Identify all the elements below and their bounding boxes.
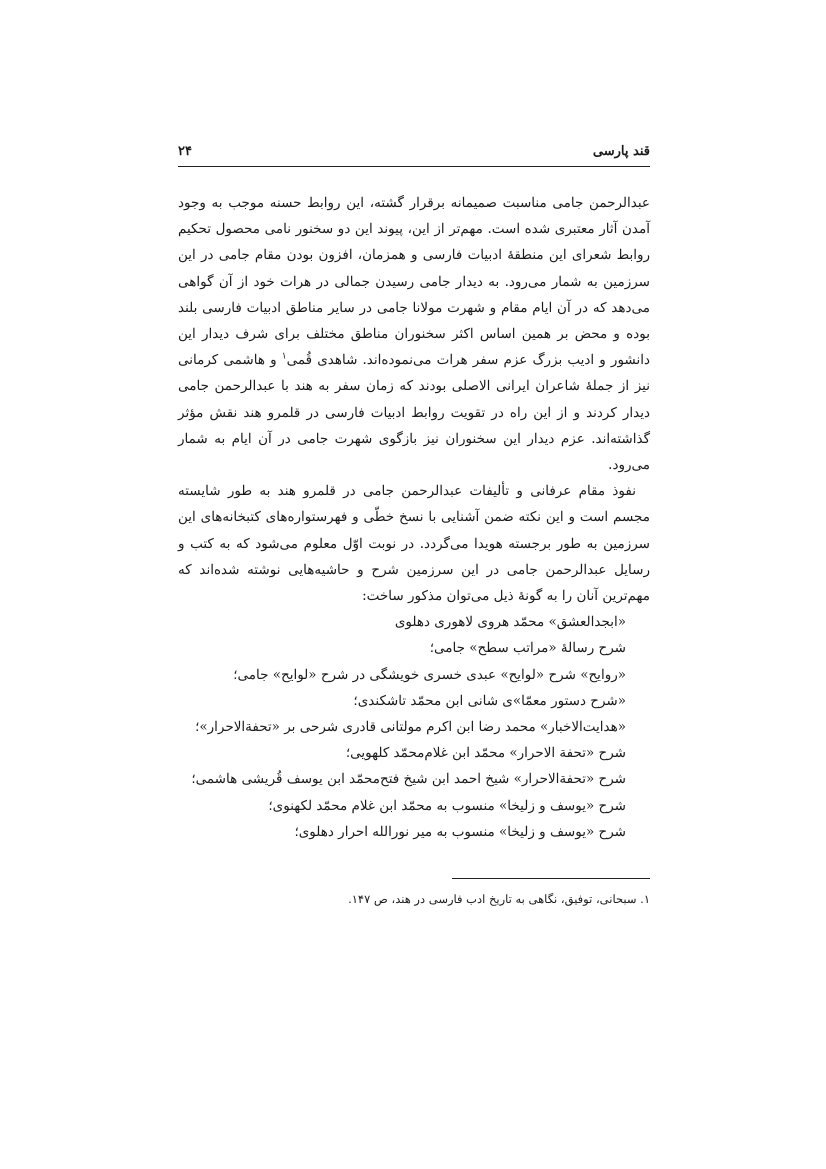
- list-item: شرح رسالهٔ «مراتب سطح» جامی؛: [429, 640, 626, 657]
- paragraph-2: نفوذ مقام عرفانی و تألیفات عبدالرحمن جامی در قلمرو هند به طور شایسته مجسم است و این نکته ضمن آشنایی با نسخ خطّی و فهرستواره‌های کتبخانه‌های این سرزمین به طور برجسته هویدا می‌گردد. در نوبت اوّل معلوم می‌شود که به کتب و رسایل عبدالرحمن جامی در این سرزمین شرح و حاشیه‌هایی نوشته شده‌اند که مهم‌ترین آنان را به گونهٔ ذیل می‌توان مذکور ساخت:: [178, 483, 650, 605]
- list-item: شرح «یوسف و زلیخا» منسوب به میر نورالله احرار دهلوی؛: [294, 823, 626, 840]
- paragraph-1: [178, 190, 650, 478]
- list-item: شرح «یوسف و زلیخا» منسوب به محمّد ابن غلام محمّد لکهنوی؛: [268, 797, 626, 814]
- paragraph-1-part-1: عبدالرحمن جامی مناسبت صمیمانه برقرار گشته، این روابط حسنه موجب به وجود آمدن آثار معتبری شده است. مهم‌تر از این، پیوند این دو سخنور نامی محصول تحکیم روابط شعرای این منطقهٔ ادبیات فارسی و همزمان، افزون بودن مقام جامی در این سرزمین به شمار می‌رود. به دیدار جامی رسیدن جمالی در هرات خود از آن گواهی می‌دهد که در آن ایام مقام و شهرت مولانا جامی در سایر مناطق ادبیات فارسی بلند بوده و محض بر همین اساس اکثر سخنوران مناطق مختلف برای شرف دیدار این دانشور و ادیب بزرگ عزم سفر هرات می‌نموده‌اند. شاهدی قُمی: [178, 195, 650, 369]
- footnote-divider: [452, 878, 650, 879]
- list-item: «ابجدالعشق» محمّد هروی لاهوری دهلوی: [394, 614, 626, 631]
- running-title: قند پارسی: [592, 144, 650, 159]
- footnote-text: ۱. سبحانی، توفیق، نگاهی به تاریخ ادب فارسی در هند، ص ۱۴۷.: [348, 892, 650, 906]
- list-item: «شرح دستور معمّا»ی شانی ابن محمّد تاشکندی؛: [353, 692, 626, 709]
- list-item: «هدایت‌الاخبار» محمد رضا ابن اکرم مولتانی قادری شرحی بر «تحفة‌الاحرار»؛: [195, 719, 626, 736]
- footnote-reference: ۱: [281, 351, 287, 362]
- main-text: [178, 190, 650, 845]
- page-number: ۲۴: [178, 144, 192, 159]
- running-header: [178, 142, 650, 167]
- commentary-list: [178, 609, 650, 845]
- list-item: «روایح» شرح «لوایح» عبدی خسری خویشگی در شرح «لوایح» جامی؛: [233, 666, 626, 683]
- list-item: شرح «تحفة الاحرار» محمّد ابن غلام‌محمّد کلهویی؛: [345, 745, 626, 762]
- paragraph-1-part-2: و هاشمی کرمانی نیز از جملهٔ شاعران ایرانی الاصلی بودند که زمان سفر به هند با عبدالرحمن جامی دیدار کردند و از این راه در تقویت روابط ادبیات فارسی در قلمرو هند نقش مؤثر گذاشته‌اند. عزم دیدار این سخنوران نیز بازگوی شهرت جامی در آن ایام به شمار می‌رود.: [178, 352, 650, 474]
- list-item: شرح «تحفة‌الاحرار» شیخ احمد ابن شیخ فتح‌محمّد ابن یوسف قُریشی هاشمی؛: [191, 771, 626, 788]
